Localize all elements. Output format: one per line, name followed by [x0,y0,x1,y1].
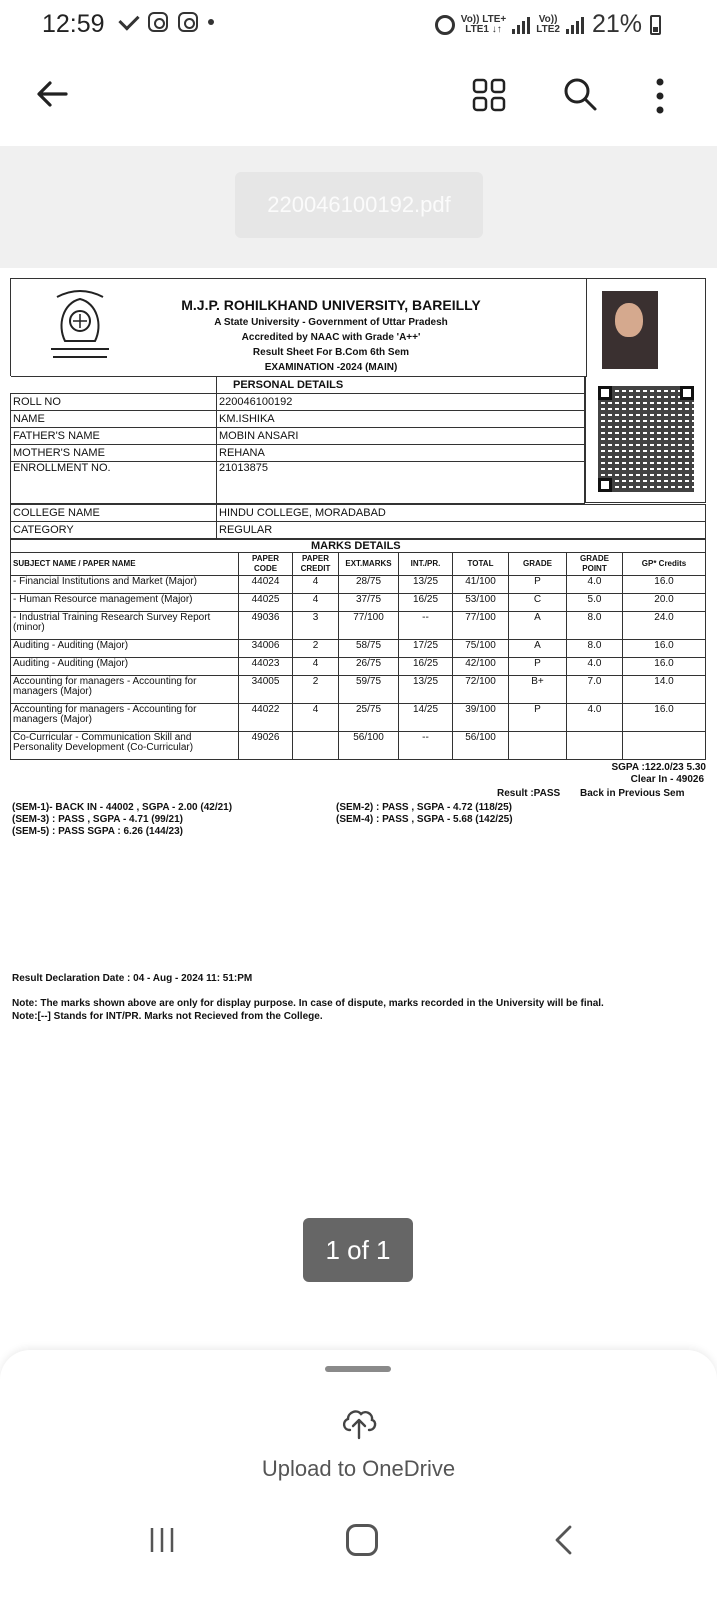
header-line-2: Accredited by NAAC with Grade 'A++' [241,332,421,343]
search-icon[interactable] [562,76,598,112]
sgpa-text: SGPA :122.0/23 5.30 [611,762,706,773]
header-line-1: A State University - Government of Uttar Pradesh [214,317,448,328]
nav-back-icon[interactable] [552,1524,576,1556]
signal-icon-2 [566,16,584,34]
photo-face [615,303,643,337]
marks-table [10,539,706,760]
lte1-indicator: Vo)) LTE+ LTE1 ↓↑ [460,13,507,35]
instagram-icon-2 [178,12,198,32]
qr-finder-icon [598,478,612,492]
table-row: - Human Resource management (Major) 44025 4 37/75 16/25 53/100 C 5.0 20.0 [11,594,706,612]
header-line-4: EXAMINATION -2024 (MAIN) [264,362,398,373]
qr-code [585,376,706,503]
table-row: - Financial Institutions and Market (Major) 44024 4 28/75 13/25 41/100 P 4.0 16.0 [11,576,706,594]
table-row: - Industrial Training Research Survey Report (minor) 49036 3 77/100 -- 77/100 A 8.0 24.0 [11,612,706,640]
sem2-result: (SEM-2) : PASS , SGPA - 4.72 (118/25) [336,802,512,813]
upload-onedrive-button[interactable]: Upload to OneDrive [261,1456,456,1481]
personal-details [10,376,706,504]
sem4-result: (SEM-4) : PASS , SGPA - 5.68 (142/25) [336,814,513,825]
bottom-sheet [0,1350,717,1600]
grid-view-icon[interactable] [472,78,506,112]
check-icon [118,9,139,30]
marks-details-title: MARKS DETAILS [11,540,706,553]
back-in-previous: Back in Previous Sem [580,788,685,799]
personal-details-title: PERSONAL DETAILS [217,377,585,394]
cloud-upload-icon[interactable] [340,1404,378,1440]
drag-handle[interactable] [325,1366,391,1372]
result-summary [10,760,706,870]
table-row: FATHER'S NAME MOBIN ANSARI [11,428,585,445]
header-text [141,297,521,373]
notification-icons [120,12,214,32]
marks-header-row: SUBJECT NAME / PAPER NAME PAPER CODE PAPER CREDIT EXT.MARKS INT./PR. TOTAL GRADE GRADE POINT GP* Credits [11,553,706,576]
result-status: Result :PASS [497,788,561,799]
table-row: ROLL NO 220046100192 [11,394,585,411]
instagram-icon [148,12,168,32]
sem1-result: (SEM-1)- BACK IN - 44002 , SGPA - 2.00 (42/21) [12,802,233,813]
recent-apps-icon[interactable] [148,1526,176,1554]
qr-code-pattern [598,386,694,492]
file-name-chip: 220046100192.pdf [235,172,483,238]
lte2-indicator: Vo)) LTE2 [536,13,560,35]
university-logo-icon [43,285,117,365]
table-row: Auditing - Auditing (Major) 44023 4 26/75 16/25 42/100 P 4.0 16.0 [11,658,706,676]
clear-in-text: Clear In - 49026 [630,774,704,785]
app-bar [0,60,717,140]
table-row: ENROLLMENT NO. 21013875 [11,462,585,504]
status-bar [0,0,717,50]
table-row: Accounting for managers - Accounting for managers (Major) 34005 2 59/75 13/25 72/100 B+ 7.0 14.0 [11,676,706,704]
system-icons [435,10,661,39]
more-vert-icon[interactable] [655,78,665,114]
battery-percent: 21% [591,10,642,38]
back-arrow-icon[interactable] [34,76,70,112]
page-indicator: 1 of 1 [303,1218,413,1282]
sem3-result: (SEM-3) : PASS , SGPA - 4.71 (99/21) [12,814,183,825]
qr-finder-icon [598,386,612,400]
more-notifications-dot-icon [208,19,214,25]
declaration-date: Result Declaration Date : 04 - Aug - 2024 11: 51:PM [12,973,253,984]
table-row: Auditing - Auditing (Major) 34006 2 58/75 17/25 75/100 A 8.0 16.0 [11,640,706,658]
university-name: M.J.P. ROHILKHAND UNIVERSITY, BAREILLY [181,297,481,313]
clock: 12:59 [42,10,105,38]
table-row: Co-Curricular - Communication Skill and Personality Development (Co-Curricular) 49026 56/100 -- 56/100 [11,732,706,760]
note-intpr: Note:[--] Stands for INT/PR. Marks not Recieved from the College. [12,1011,323,1022]
student-photo [586,279,707,377]
header-line-3: Result Sheet For B.Com 6th Sem [252,347,410,358]
signal-icon [512,16,530,34]
sheet-header [10,278,706,376]
result-sheet [10,278,706,870]
college-details: COLLEGE NAME HINDU COLLEGE, MORADABAD CATEGORY REGULAR [10,504,706,539]
battery-icon [650,15,661,35]
sem5-result: (SEM-5) : PASS SGPA : 6.26 (144/23) [12,826,183,837]
note-display: Note: The marks shown above are only for display purpose. In case of dispute, marks recorded in the University will be final. [12,998,604,1009]
home-icon[interactable] [346,1524,378,1556]
qr-finder-icon [680,386,694,400]
table-row: Accounting for managers - Accounting for managers (Major) 44022 4 25/75 14/25 39/100 P 4.0 16.0 [11,704,706,732]
table-row: MOTHER'S NAME REHANA [11,445,585,462]
pdf-page[interactable] [0,268,717,1328]
alarm-icon [435,15,455,35]
table-row: NAME KM.ISHIKA [11,411,585,428]
